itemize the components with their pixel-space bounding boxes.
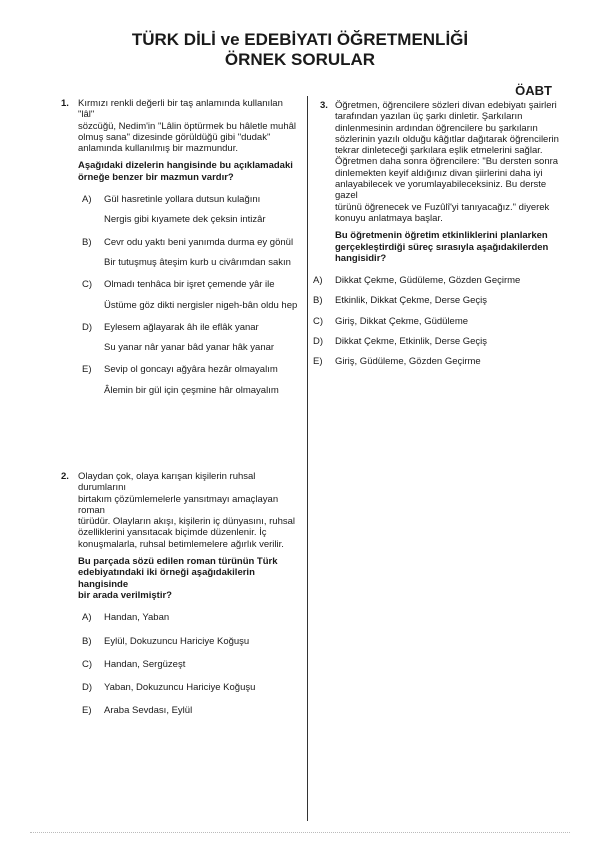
text-line: tekrar dinleteceği şarkılara eşlik etmelerini sağlar.	[335, 145, 543, 157]
option-line-1: Cevr odu yaktı beni yanımda durma ey gönül	[104, 236, 294, 248]
text-line: türünü öğrenecek ve Fuzûlî'yi tanıyacağız." diyerek	[335, 201, 550, 213]
option-line-1: Gül hasretinle yollara dutsun kulağını	[104, 194, 261, 206]
option-line-1: Olmadı tenhâca bir işret çemende yâr ile	[104, 279, 275, 291]
option-letter: B)	[82, 635, 92, 647]
option-line-1: Araba Sevdası, Eylül	[104, 705, 193, 717]
option-letter: D)	[82, 682, 93, 694]
question-stem: Bu parçada sözü edilen roman türünün Türk edebiyatındaki iki örneği aşağıdakilerin hangisinde bir arada verilmiştir?	[78, 556, 278, 601]
option-line-2: Bir tutuşmuş âteşim kurb u civârımdan sakın	[104, 256, 291, 268]
option-e[interactable]	[309, 356, 567, 367]
option-line-1: Dikkat Çekme, Etkinlik, Derse Geçiş	[335, 336, 488, 348]
question-2-text	[78, 471, 300, 601]
option-line-1: Giriş, Güdüleme, Gözden Geçirme	[335, 356, 481, 368]
text-line: konuşmalarla, ruhsal betimlemelere ağırlık verilir.	[78, 538, 284, 550]
text-line: anlamında kullanılmış bir mazmundur.	[78, 143, 238, 155]
question-3	[313, 100, 567, 368]
text-line: dinlenmesinin ardından öğrencilere bu şarkıların	[335, 122, 538, 134]
text-line: sözcüğü, Nedim'in "Lâlin öptürmek bu hâletle muhâl	[78, 120, 296, 132]
option-line-1: Giriş, Dikkat Çekme, Güdüleme	[335, 315, 469, 327]
option-d[interactable]	[309, 336, 567, 347]
option-line-1: Eylesem ağlayarak âh ile eflâk yanar	[104, 321, 259, 333]
option-e[interactable]	[78, 364, 300, 396]
page-title	[0, 30, 600, 70]
text-line: olmuş sana" dizesinde görüldüğü gibi "dudak"	[78, 131, 271, 143]
text-line: türüdür. Olayların akışı, kişilerin iç dünyasını, ruhsal	[78, 516, 296, 528]
text-line: Kırmızı renkli değerli bir taş anlamında kullanılan "lâl"	[78, 98, 283, 121]
option-c[interactable]	[78, 279, 300, 311]
text-line: birtakım çözümlemelerle yansıtmayı amaçlayan roman	[78, 493, 279, 516]
option-letter: A)	[82, 612, 92, 624]
option-d[interactable]	[78, 682, 300, 693]
question-1	[78, 98, 300, 396]
option-line-1: Yaban, Dokuzuncu Hariciye Koğuşu	[104, 682, 256, 694]
question-1-number: 1.	[61, 98, 69, 109]
column-divider	[307, 96, 308, 821]
option-line-1: Sevip ol goncayı ağyâra hezâr olmayalım	[104, 364, 278, 376]
option-line-2: Âlemin bir gül için çeşmine hâr olmayalım	[104, 384, 279, 396]
question-stem: Bu öğretmenin öğretim etkinliklerini planlarken gerçekleştirdiği süreç sırasıyla aşağıdakilerden hangisidir?	[335, 230, 549, 264]
option-letter: D)	[313, 336, 324, 348]
text-line: Olaydan çok, olaya karışan kişilerin ruhsal durumlarını	[78, 471, 256, 494]
option-b[interactable]	[309, 295, 567, 306]
option-c[interactable]	[309, 316, 567, 327]
text-line: konuyu anlatmaya başlar.	[335, 212, 443, 224]
question-stem: Aşağıdaki dizelerin hangisinde bu açıklamadaki örneğe benzer bir mazmun vardır?	[78, 160, 293, 183]
option-letter: E)	[82, 364, 92, 376]
question-3-number: 3.	[320, 100, 328, 111]
option-letter: C)	[82, 658, 93, 670]
option-a[interactable]	[78, 612, 300, 623]
option-d[interactable]	[78, 322, 300, 354]
question-2-number: 2.	[61, 471, 69, 482]
option-b[interactable]	[78, 237, 300, 269]
text-line: Öğretmen, öğrencilere sözleri divan edebiyatı şairleri	[335, 100, 557, 111]
option-line-1: Handan, Yaban	[104, 612, 170, 624]
text-line: özelliklerini yansıtacak biçimde düzenlenir. İç	[78, 527, 267, 539]
option-letter: D)	[82, 321, 93, 333]
option-e[interactable]	[78, 705, 300, 716]
option-letter: A)	[313, 275, 323, 287]
text-line: anlayabilecek ve yorumlayabileceksiniz. Bu derste gazel	[335, 179, 547, 202]
option-line-1: Etkinlik, Dikkat Çekme, Derse Geçiş	[335, 295, 488, 307]
option-line-1: Eylül, Dokuzuncu Hariciye Koğuşu	[104, 635, 250, 647]
option-line-1: Dikkat Çekme, Güdüleme, Gözden Geçirme	[335, 275, 521, 287]
title-line-2: ÖRNEK SORULAR	[224, 50, 376, 69]
text-line: dinlemekten keyif aldığınız divan şiirlerini daha iyi	[335, 167, 543, 179]
option-line-1: Handan, Sergüzeşt	[104, 658, 186, 670]
question-3-text	[335, 100, 567, 264]
text-line: sözlerinin yazılı olduğu kâğıtlar dağıtarak öğrencilerin	[335, 133, 559, 145]
option-b[interactable]	[78, 636, 300, 647]
option-line-2: Su yanar nâr yanar bâd yanar hâk yanar	[104, 342, 275, 354]
text-line: Öğretmen daha sonra öğrencilere: "Bu dersten sonra	[335, 156, 559, 168]
option-letter: E)	[82, 705, 92, 717]
option-letter: C)	[313, 315, 324, 327]
option-letter: C)	[82, 279, 93, 291]
title-line-1: TÜRK DİLİ ve EDEBİYATI ÖĞRETMENLİĞİ	[131, 30, 469, 49]
option-letter: B)	[82, 236, 92, 248]
exam-label: ÖABT	[515, 83, 552, 98]
option-letter: A)	[82, 194, 92, 206]
option-a[interactable]	[78, 194, 300, 226]
option-line-2: Nergis gibi kıyamete dek çeksin intizâr	[104, 214, 266, 226]
page-bottom-border	[30, 832, 570, 833]
option-a[interactable]	[309, 275, 567, 286]
option-letter: B)	[313, 295, 323, 307]
text-line: tarafından yazılan üç şarkı dinletir. Şarkıların	[335, 111, 523, 123]
option-c[interactable]	[78, 659, 300, 670]
option-line-2: Üstüme göz dikti nergisler nigeh-bân oldu hep	[104, 299, 298, 311]
question-2	[78, 471, 300, 717]
option-letter: E)	[313, 356, 323, 368]
question-1-text	[78, 98, 300, 183]
